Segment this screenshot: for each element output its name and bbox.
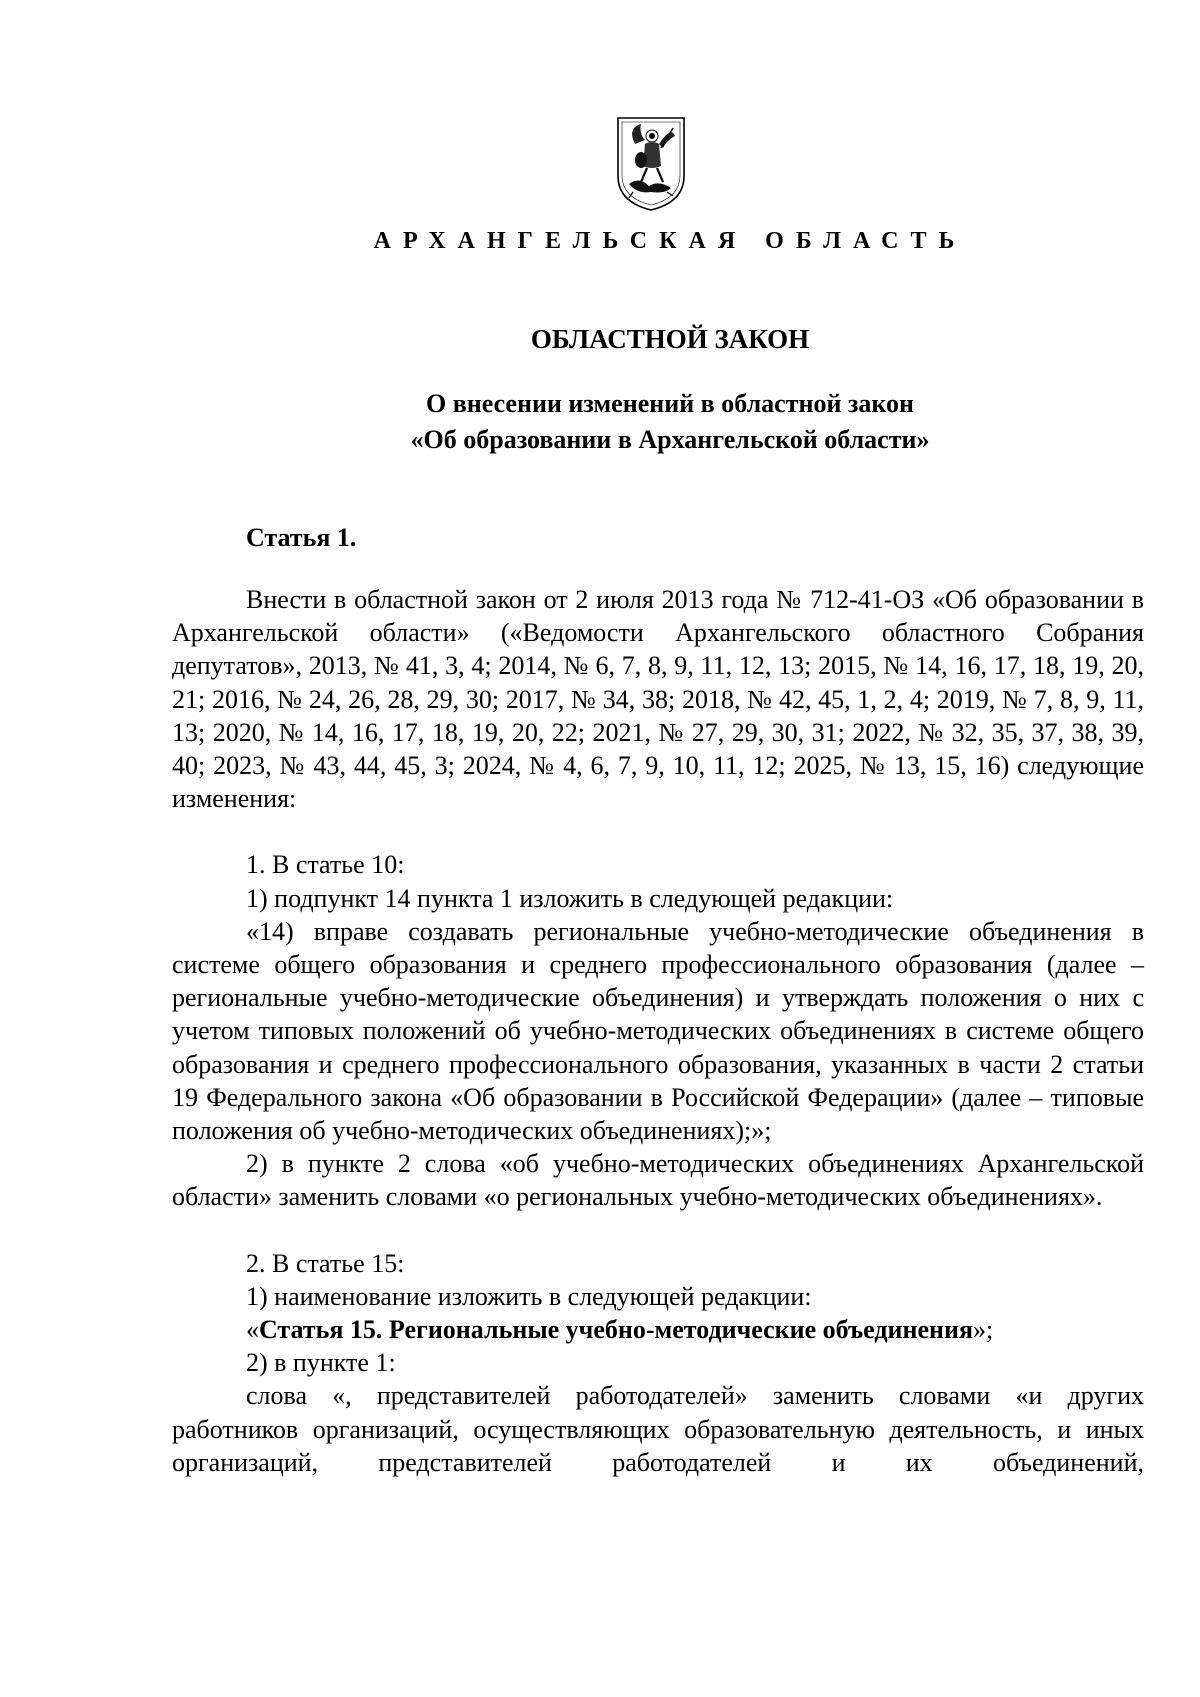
quote-open: « <box>246 1315 259 1345</box>
document-title-line-1: О внесении изменений в областной закон <box>425 389 915 418</box>
item-2-subitem-2: 2) в пункте 1: <box>246 1348 396 1378</box>
quote-close: »; <box>973 1315 994 1345</box>
item-2-quoted-heading <box>172 1313 1144 1346</box>
article-heading: Статья 1. <box>246 523 357 552</box>
item-1-subitem-2: 2) в пункте 2 слова «об учебно-методических объединениях Архангельской области» заменить словами «о региональных учебно-методических объединениях». <box>172 1149 1144 1212</box>
item-1-quoted-text: «14) вправе создавать региональные учебно-методические объединения в системе общего образования и среднего профессионального образования (далее – региональные учебно-методические объединения) и утверждать положения о них с учетом типовых положений об учебно-методических объединениях в системе общего образования и среднего профессионального образования, указанных в части 2 статьи 19 Федерального закона «Об образовании в Российской Федерации» (далее – типовые положения об учебно-методических объединениях);»; <box>172 916 1144 1146</box>
document-title-line-2: «Об образовании в Архангельской области» <box>410 425 930 454</box>
item-2-heading: 2. В статье 15: <box>246 1248 405 1278</box>
article-body <box>172 583 1144 1479</box>
document-title <box>0 386 1200 458</box>
item-2-subitem-1: 1) наименование изложить в следующей редакции: <box>246 1281 812 1311</box>
region-name: АРХАНГЕЛЬСКАЯ ОБЛАСТЬ <box>373 228 967 254</box>
item-1-heading: 1. В статье 10: <box>246 850 405 880</box>
document-type: ОБЛАСТНОЙ ЗАКОН <box>530 324 810 354</box>
coat-of-arms-emblem <box>615 114 687 212</box>
article-intro-paragraph: Внести в областной закон от 2 июля 2013 года № 712-41-ОЗ «Об образовании в Архангельской области» («Ведомости Архангельского областного Собрания депутатов», 2013, № 41, 3, 4; 2014, № 6, 7, 8, 9, 11, 12, 13; 2015, № 14, 16, 17, 18, 19, 20, 21; 2016, № 24, 26, 28, 29, 30; 2017, № 34, 38; 2018, № 42, 45, 1, 2, 4; 2019, № 7, 8, 9, 11, 13; 2020, № 14, 16, 17, 18, 19, 20, 22; 2021, № 27, 29, 30, 31; 2022, № 32, 35, 37, 38, 39, 40; 2023, № 43, 44, 45, 3; 2024, № 4, 6, 7, 9, 10, 11, 12; 2025, № 13, 15, 16) следующие изменения: <box>172 585 1144 814</box>
item-2-replacement-words: слова «, представителей работодателей» заменить словами «и других работников организаций, осуществляющих образовательную деятельность, и иных организаций, представителей работодателей и их объединений, <box>172 1381 1144 1477</box>
quoted-article-title: Статья 15. Региональные учебно-методические объединения <box>259 1315 974 1345</box>
item-1-subitem-1: 1) подпункт 14 пункта 1 изложить в следующей редакции: <box>246 883 894 913</box>
